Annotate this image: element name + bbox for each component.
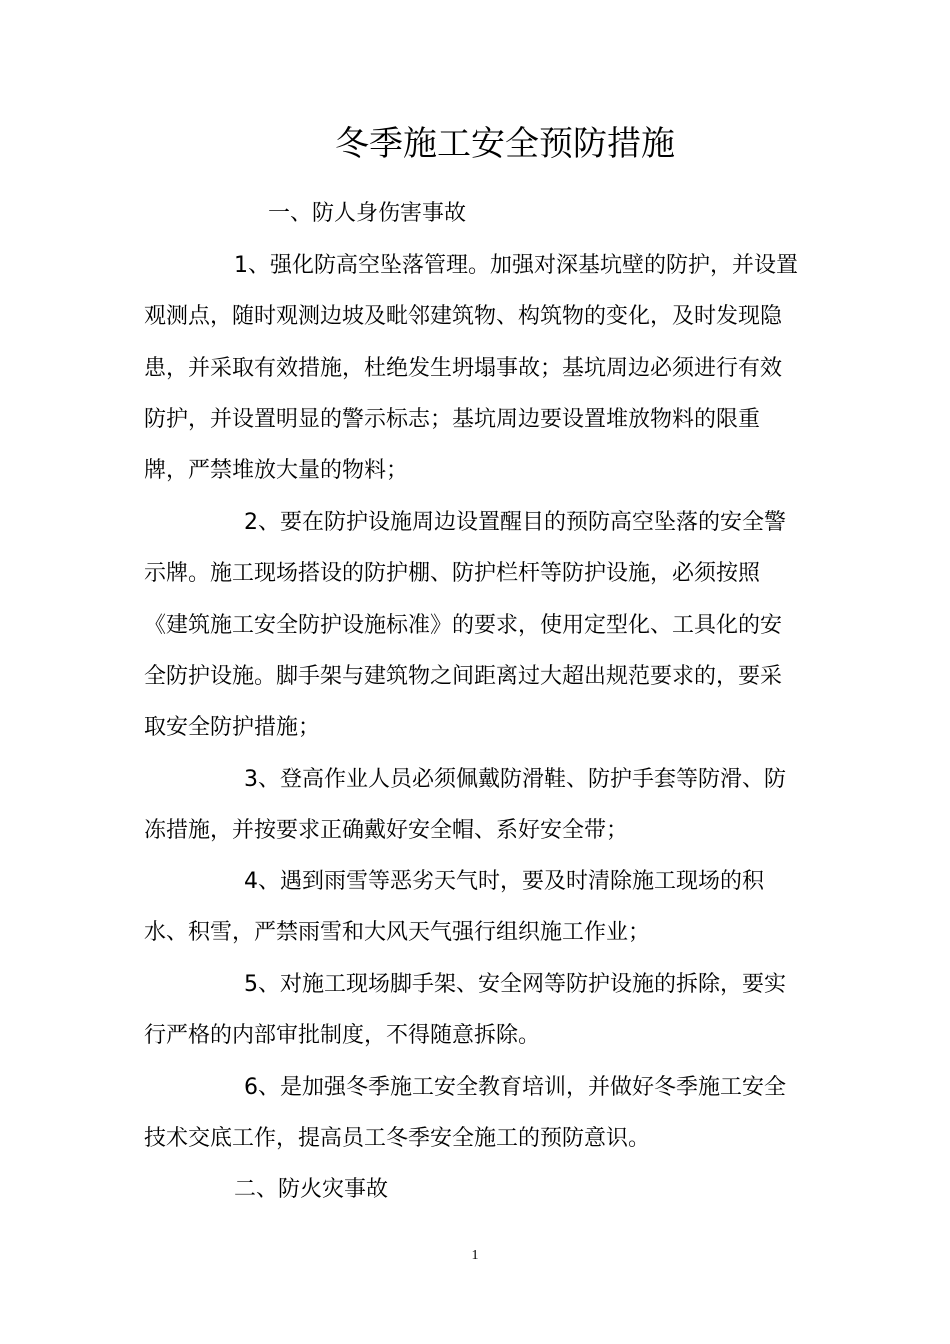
document-title: 冬季施工安全预防措施 [335, 124, 675, 164]
section-heading-2: 二、防火灾事故 [234, 1177, 389, 1202]
paragraph-line: 取安全防护措施； [144, 715, 321, 741]
paragraph-line: 行严格的内部审批制度，不得随意拆除。 [144, 1023, 541, 1049]
paragraph-line: 全防护设施。脚手架与建筑物之间距离过大超出规范要求的，要采 [144, 663, 783, 689]
section-heading-1: 一、防人身伤害事故 [268, 201, 467, 226]
paragraph-line: 防护，并设置明显的警示标志；基坑周边要设置堆放物料的限重 [144, 406, 761, 432]
paragraph-line: 5、对施工现场脚手架、安全网等防护设施的拆除，要实 [244, 972, 786, 997]
paragraph-line: 6、是加强冬季施工安全教育培训，并做好冬季施工安全 [244, 1075, 786, 1100]
paragraph-line: 《建筑施工安全防护设施标准》的要求，使用定型化、工具化的安 [144, 612, 783, 638]
paragraph-item-3 [144, 754, 804, 857]
paragraph-line: 患，并采取有效措施，杜绝发生坍塌事故；基坑周边必须进行有效 [144, 355, 783, 381]
paragraph-line: 水、积雪，严禁雨雪和大风天气强行组织施工作业； [144, 920, 651, 946]
paragraph-item-6 [144, 1062, 804, 1165]
paragraph-line: 4、遇到雨雪等恶劣天气时，要及时清除施工现场的积 [244, 869, 764, 894]
paragraph-line: 冻措施，并按要求正确戴好安全帽、系好安全带； [144, 818, 629, 844]
paragraph-line: 技术交底工作，提高员工冬季安全施工的预防意识。 [144, 1126, 651, 1152]
paragraph-item-2 [144, 497, 804, 753]
page-number: 1 [471, 1248, 479, 1263]
paragraph-item-5 [144, 959, 804, 1062]
paragraph-item-1 [144, 240, 804, 496]
paragraph-line: 示牌。施工现场搭设的防护棚、防护栏杆等防护设施，必须按照 [144, 561, 761, 587]
paragraph-line: 观测点，随时观测边坡及毗邻建筑物、构筑物的变化，及时发现隐 [144, 304, 783, 330]
paragraph-item-4 [144, 856, 804, 959]
paragraph-line: 2、要在防护设施周边设置醒目的预防高空坠落的安全警 [244, 510, 786, 535]
paragraph-line: 1、强化防高空坠落管理。加强对深基坑壁的防护，并设置 [234, 253, 798, 278]
paragraph-line: 牌，严禁堆放大量的物料； [144, 458, 409, 484]
paragraph-line: 3、登高作业人员必须佩戴防滑鞋、防护手套等防滑、防 [244, 767, 786, 792]
